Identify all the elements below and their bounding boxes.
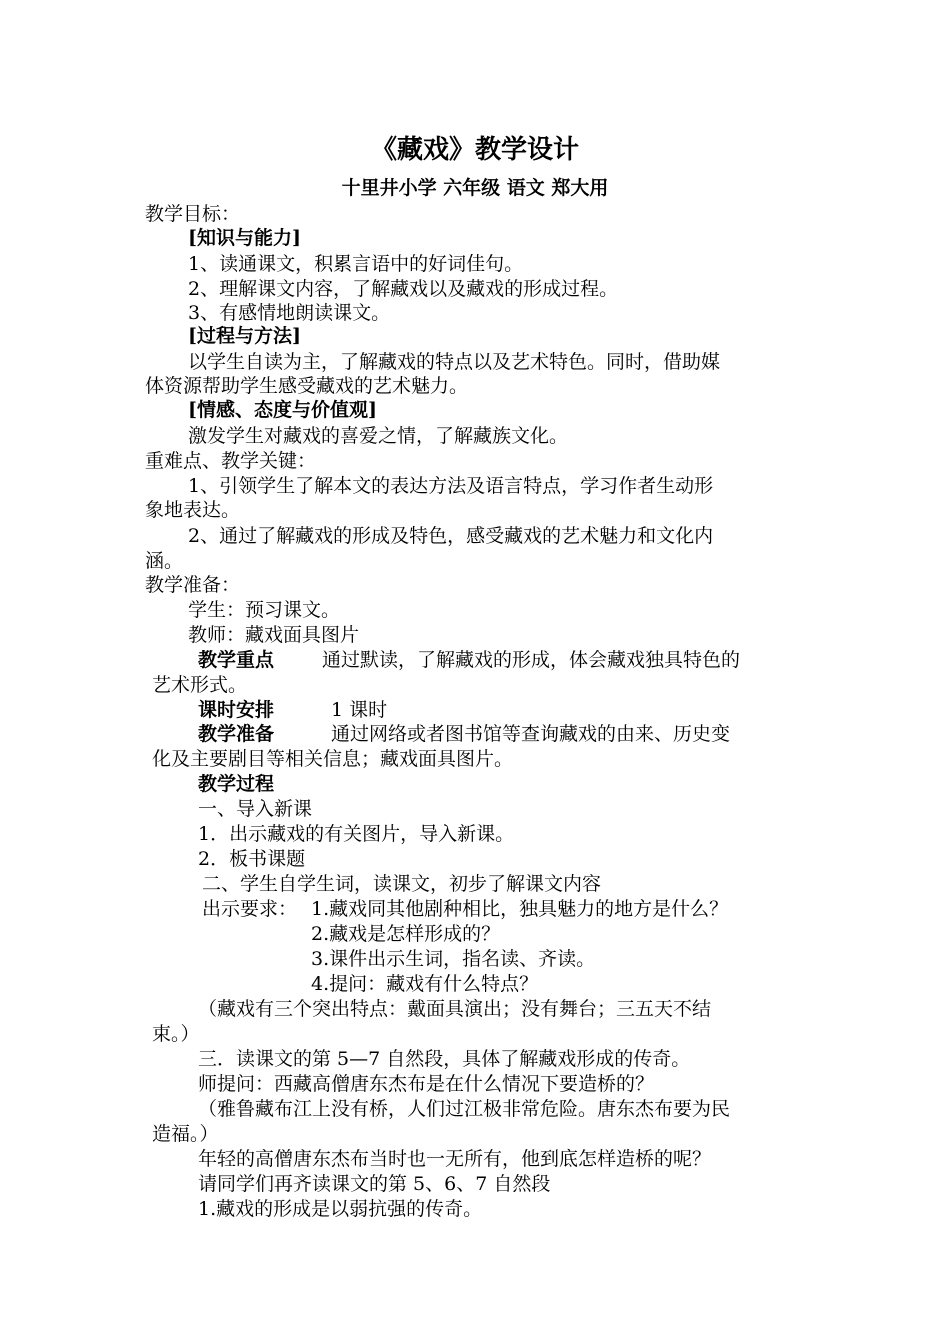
knowledge-item-3: 3、有感情地朗读课文。 — [188, 302, 391, 324]
document-subtitle: 十里井小学 六年级 语文 郑大用 — [341, 177, 609, 199]
instruction: 请同学们再齐读课文的第 5、6、7 自然段 — [198, 1173, 551, 1195]
step-1-item-2: 2．板书课题 — [198, 848, 306, 870]
knowledge-item-2: 2、理解课文内容，了解藏戏以及藏戏的形成过程。 — [188, 278, 619, 300]
knowledge-heading: [知识与能力] — [188, 227, 301, 249]
requirement-2: 2.藏戏是怎样形成的？ — [311, 923, 501, 945]
step-2-heading: 二、学生自学生词，读课文，初步了解课文内容 — [202, 873, 602, 895]
focus-label: 教学重点 — [198, 649, 275, 671]
focus-text-line-2: 艺术形式。 — [152, 674, 248, 696]
prep-student: 学生：预习课文。 — [188, 599, 341, 621]
step-3-heading: 三．读课文的第 5—7 自然段，具体了解藏戏形成的传奇。 — [198, 1048, 691, 1070]
requirement-1: 1.藏戏同其他剧种相比，独具魅力的地方是什么？ — [311, 898, 729, 920]
emotion-text: 激发学生对藏戏的喜爱之情，了解藏族文化。 — [188, 425, 569, 447]
answer-2-line-2: 造福。） — [152, 1123, 219, 1145]
keypoint-2-line-2: 涵。 — [145, 550, 184, 572]
teaching-process-label: 教学过程 — [198, 773, 275, 795]
emotion-heading: [情感、态度与价值观] — [188, 399, 377, 421]
answer-2-line-1: （雅鲁藏布江上没有桥，人们过江极非常危险。唐东杰布要为民 — [198, 1098, 731, 1120]
document-title: 《藏戏》教学设计 — [370, 135, 579, 165]
answer-1-line-2: 束。） — [152, 1023, 200, 1045]
requirement-4: 4.提问：藏戏有什么特点？ — [311, 973, 539, 995]
focus-text-line-1: 通过默读，了解藏戏的形成，体会藏戏独具特色的 — [322, 649, 741, 671]
prep-heading: 教学准备： — [145, 574, 241, 596]
process-heading: [过程与方法] — [188, 325, 301, 347]
prep2-text-line-2: 化及主要剧目等相关信息；藏戏面具图片。 — [152, 748, 514, 770]
teacher-question: 师提问：西藏高僧唐东杰布是在什么情况下要造桥的？ — [198, 1073, 655, 1095]
goals-heading: 教学目标： — [145, 203, 241, 225]
requirements-label: 出示要求： — [202, 898, 298, 920]
step-1-item-1: 1．出示藏戏的有关图片，导入新课。 — [198, 823, 515, 845]
step-1-heading: 一、导入新课 — [198, 798, 313, 820]
prep-teacher: 教师：藏戏面具图片 — [188, 624, 360, 646]
keypoint-1-line-1: 1、引领学生了解本文的表达方法及语言特点，学习作者生动形 — [188, 475, 714, 497]
schedule-label: 课时安排 — [198, 699, 275, 721]
answer-1-line-1: （藏戏有三个突出特点：戴面具演出；没有舞台；三五天不结 — [198, 998, 712, 1020]
question-2: 年轻的高僧唐东杰布当时也一无所有，他到底怎样造桥的呢？ — [198, 1148, 712, 1170]
keypoint-2-line-1: 2、通过了解藏戏的形成及特色，感受藏戏的艺术魅力和文化内 — [188, 525, 714, 547]
prep2-label: 教学准备 — [198, 723, 275, 745]
process-text-line-1: 以学生自读为主，了解藏戏的特点以及艺术特色。同时，借助媒 — [188, 351, 721, 373]
keypoints-heading: 重难点、教学关键： — [145, 450, 317, 472]
prep2-text-line-1: 通过网络或者图书馆等查询藏戏的由来、历史变 — [331, 723, 731, 745]
keypoint-1-line-2: 象地表达。 — [145, 499, 241, 521]
process-text-line-2: 体资源帮助学生感受藏戏的艺术魅力。 — [145, 375, 469, 397]
requirement-3: 3.课件出示生词，指名读、齐读。 — [311, 948, 596, 970]
conclusion-1: 1.藏戏的形成是以弱抗强的传奇。 — [198, 1198, 483, 1220]
schedule-value: 1 课时 — [331, 699, 388, 721]
knowledge-item-1: 1、读通课文，积累言语中的好词佳句。 — [188, 253, 524, 275]
